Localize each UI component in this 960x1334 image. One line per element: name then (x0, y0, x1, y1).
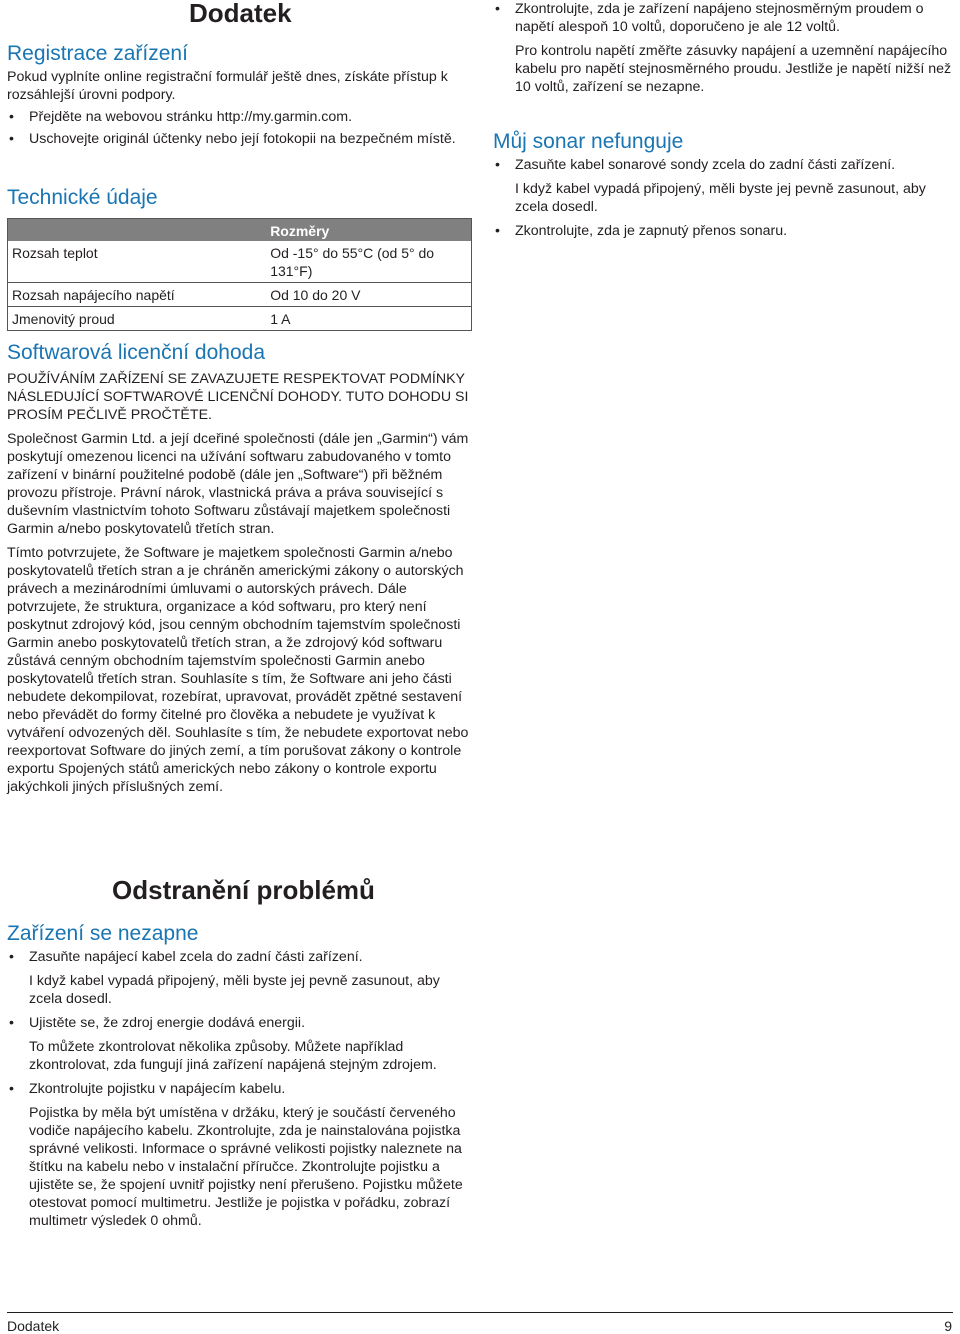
registration-intro: Pokud vyplníte online registrační formulář ještě dnes, získáte přístup k rozsáhlejší úrovni podpory. (7, 69, 448, 103)
table-row: Rozsah teplot Od -15° do 55°C (od 5° do 131°F) (8, 241, 471, 283)
registration-section (7, 68, 462, 148)
list-item: • Ujistěte se, že zdroj energie dodává energii. To můžete zkontrolovat několika způsoby. Můžete například zkontrolovat, zda fungují jiná zařízení napájená stejným zdrojem. (7, 1014, 472, 1074)
list-item: • Zasuňte napájecí kabel zcela do zadní části zařízení. I když kabel vypadá připojený, měli byste jej pevně zasunout, aby zcela dosedl. (7, 948, 472, 1008)
sonar-list (493, 156, 955, 240)
footer-section-name: Dodatek (7, 1318, 60, 1334)
specs-heading: Technické údaje (7, 186, 158, 209)
no-power-list (7, 948, 472, 1230)
sonar-section (493, 156, 955, 240)
license-paragraph: Tímto potvrzujete, že Software je majetkem společnosti Garmin a/nebo poskytovatelů třetích stran a je chráněn americkými zákony o autorských právech a mezinárodními úmluvami o autorských právech. Dále potvrzujete, že struktura, organizace a kód softwaru, pro který není poskytnut zdrojový kód, jsou cenným obchodním tajemstvím společnosti Garmin anebo poskytovatelů třetích stran, a že zdrojový kód softwaru zůstává cenným obchodním tajemstvím společnosti Garmin anebo poskytovatelů třetích stran. Souhlasíte s tím, že Software ani jeho části nebudete dekompilovat, rozebírat, upravovat, provádět zpětné sestavení nebo převádět do formy čitelné pro člověka a nebudete je využívat k vytváření odvozených děl. Souhlasíte s tím, že nebudete exportovat nebo reexportovat Software do jiných zemí, a tím porušovat zákony o kontrole exportu Spojených států amerických nebo zákony o kontrole exportu jakýchkoli jiných příslušných zemí. (7, 545, 469, 795)
troubleshooting-title: Odstranění problémů (112, 875, 375, 905)
license-paragraph: Společnost Garmin Ltd. a její dceřiné společnosti (dále jen „Garmin“) vám poskytují omezenou licenci na užívání softwaru zabudovaného v tomto zařízení v binární použitelné podobě (dále jen „Software“) při běžném provozu přístroje. Právní nárok, vlastnická práva a práva související s duševním vlastnictvím tohoto Softwaru zůstávají majetkem společnosti Garmin a/nebo poskytovatelů třetích stran. (7, 431, 469, 537)
registration-list (7, 108, 462, 148)
chapter-title: Dodatek (189, 0, 292, 28)
footer-divider (7, 1312, 953, 1313)
no-power-heading: Zařízení se nezapne (7, 922, 199, 945)
no-power-list-continued (493, 0, 955, 96)
no-power-section (7, 948, 472, 1230)
right-column-continuation (493, 0, 955, 96)
specs-table (7, 218, 472, 331)
license-section (7, 370, 469, 796)
list-item: • Přejděte na webovou stránku http://my.garmin.com. (7, 108, 462, 126)
list-item: • Zkontrolujte, zda je zapnutý přenos sonaru. (493, 222, 955, 240)
list-item: • Zasuňte kabel sonarové sondy zcela do zadní části zařízení. I když kabel vypadá připojený, měli byste jej pevně zasunout, aby zcela dosedl. (493, 156, 955, 216)
license-heading: Softwarová licenční dohoda (7, 341, 265, 364)
page-number: 9 (944, 1318, 952, 1334)
sonar-heading: Můj sonar nefunguje (493, 130, 684, 153)
table-row: Rozsah napájecího napětí Od 10 do 20 V (8, 283, 471, 307)
license-paragraph: POUŽÍVÁNÍM ZAŘÍZENÍ SE ZAVAZUJETE RESPEKTOVAT PODMÍNKY NÁSLEDUJÍCÍ SOFTWAROVÉ LICENČNÍ DOHODY. TUTO DOHODU SI PROSÍM PEČLIVĚ PROČTĚTE. (7, 371, 469, 423)
specs-column-header: Rozměry (266, 219, 471, 241)
list-item: • Zkontrolujte pojistku v napájecím kabelu. Pojistka by měla být umístěna v držáku, který je součástí červeného vodiče napájecího kabelu. Zkontrolujte, zda je nainstalována pojistka správné velikosti. Informace o správné velikosti pojistky naleznete na štítku na kabelu nebo v instalační příručce. Zkontrolujte pojistku a ujistěte se, že spojení uvnitř pojistky není přerušeno. Pojistku můžete otestovat pomocí multimetru. Jestliže je pojistka v pořádku, zobrazí multimetr výsledek 0 ohmů. (7, 1080, 472, 1230)
registration-heading: Registrace zařízení (7, 42, 188, 65)
table-row: Jmenovitý proud 1 A (12, 311, 291, 327)
list-item: • Uschovejte originál účtenky nebo její fotokopii na bezpečném místě. (7, 130, 462, 148)
list-item: • Zkontrolujte, zda je zařízení napájeno stejnosměrným proudem o napětí alespoň 10 voltů, doporučeno je ale 12 voltů. Pro kontrolu napětí změřte zásuvky napájení a uzemnění napájecího kabelu pro napětí stejnosměrného proudu. Jestliže je napětí nižší než 10 voltů, zařízení se nezapne. (493, 0, 955, 96)
